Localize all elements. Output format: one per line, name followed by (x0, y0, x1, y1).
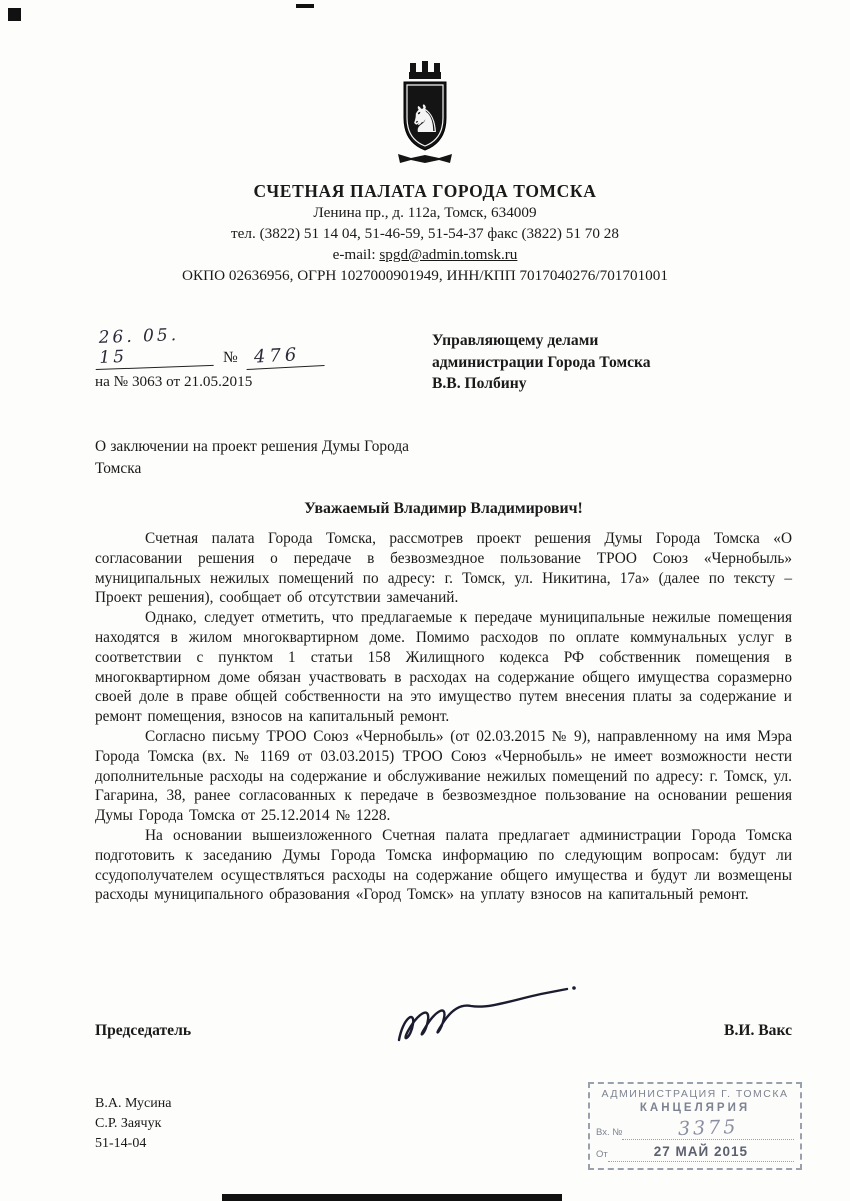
outgoing-reference-block (95, 326, 355, 391)
body-paragraph: Согласно письму ТРОО Союз «Чернобыль» (от 02.03.2015 № 9), направленному на имя Мэра Города Томска (вх. № 1169 от 03.03.2015) ТРОО Союз «Чернобыль» не имеет возможности нести дополнительные расходы на содержание и обслуживание нежилых помещений по адресу: г. Томск, ул. Гагарина, 38, ранее согласованных к передаче в безвозмездное пользование на основании решения Думы Города Томска от 25.12.2014 № 1228. (95, 727, 792, 825)
email-line (0, 244, 850, 265)
registration-stamp (588, 1082, 802, 1170)
email-label: e-mail: (332, 246, 380, 263)
letter-body (95, 529, 792, 905)
body-paragraph: Однако, следует отметить, что предлагаемые к передаче муниципальные нежилые помещения находятся в жилом многоквартирном доме. Помимо расходов по оплате коммунальных услуг в соответствии с пунктом 1 статьи 158 Жилищного кодекса РФ собственник помещения в многоквартирном доме обязан участвовать в расходах на содержание общего имущества соразмерно своей доле в праве общей собственности на это имущество путем внесения платы за содержание и ремонт помещения, взносов на капитальный ремонт. (95, 609, 792, 726)
number-sign: № (223, 349, 238, 366)
executor-name: В.А. Мусина (95, 1096, 172, 1111)
phone-line: тел. (3822) 51 14 04, 51-46-59, 51-54-37 факс (3822) 51 70 28 (231, 225, 619, 242)
stamp-incoming-label: Вх. № (596, 1127, 623, 1138)
executor-phone: 51-14-04 (95, 1136, 147, 1151)
tomsk-coat-of-arms-icon (394, 60, 456, 171)
addressee-position: Управляющему делами (432, 332, 599, 349)
scan-artifact-bottom (222, 1194, 562, 1201)
scan-artifact-top-left (8, 8, 21, 21)
svg-text:♞: ♞ (407, 97, 443, 141)
handwritten-signature-icon (381, 984, 581, 1054)
signatory-name: В.И. Вакс (724, 1022, 792, 1039)
scan-artifact-top-middle (296, 4, 314, 8)
stamp-date-field (608, 1143, 794, 1162)
letter-subject: О заключении на проект решения Думы Города Томска (95, 438, 409, 477)
stamp-from-label: От (596, 1149, 608, 1160)
letterhead (0, 60, 850, 286)
body-paragraph: Счетная палата Города Томска, рассмотрев проект решения Думы Города Томска «О согласовании решения о передаче в безвозмездное пользование ТРОО Союз «Чернобыль» муниципальных нежилых помещений по адресу: г. Томск, ул. Никитина, 17а» (далее по тексту – Проект решения), сообщает об отсутствии замечаний. (95, 530, 792, 607)
handwritten-number: 476 (245, 343, 324, 370)
addressee-name: В.В. Полбину (432, 375, 527, 392)
organization-name: СЧЕТНАЯ ПАЛАТА ГОРОДА ТОМСКА (253, 181, 597, 201)
body-paragraph: На основании вышеизложенного Счетная палата предлагает администрации Города Томска подготовить к заседанию Думы Города Томска информацию по следующим вопросам: будут ли ссудополучателем осуществляться расходы на содержание общего имущества и будут ли возмещены расходы муниципального образования «Город Томск» на уплату взносов на капитальный ремонт. (95, 826, 792, 904)
stamp-organization: АДМИНИСТРАЦИЯ Г. ТОМСКА (601, 1088, 789, 1100)
addressee-organization: администрации Города Томска (432, 353, 651, 371)
addressee-block (432, 330, 651, 395)
stamp-department: КАНЦЕЛЯРИЯ (639, 1102, 751, 1114)
executor-name: С.Р. Заячук (95, 1116, 162, 1131)
reply-reference-line: на № 3063 от 21.05.2015 (95, 373, 253, 390)
salutation: Уважаемый Владимир Владимирович! (304, 500, 583, 517)
stamp-incoming-number-row (596, 1117, 794, 1140)
email-link[interactable]: spgd@admin.tomsk.ru (379, 246, 518, 263)
executors-block (95, 1094, 171, 1154)
registration-codes-line: ОКПО 02636956, ОГРН 1027000901949, ИНН/КПП 7017040276/701701001 (182, 267, 668, 284)
handwritten-date: 26. 05. 15 (94, 324, 213, 370)
outgoing-date-number-line (95, 326, 355, 368)
stamp-date: 27 МАЙ 2015 (653, 1144, 748, 1159)
stamp-date-row (596, 1143, 794, 1162)
signatory-title: Председатель (95, 1022, 192, 1039)
address-line: Ленина пр., д. 112а, Томск, 634009 (313, 204, 537, 221)
stamp-handwritten-number: 3375 (677, 1115, 739, 1141)
stamp-incoming-number-field (622, 1117, 794, 1140)
